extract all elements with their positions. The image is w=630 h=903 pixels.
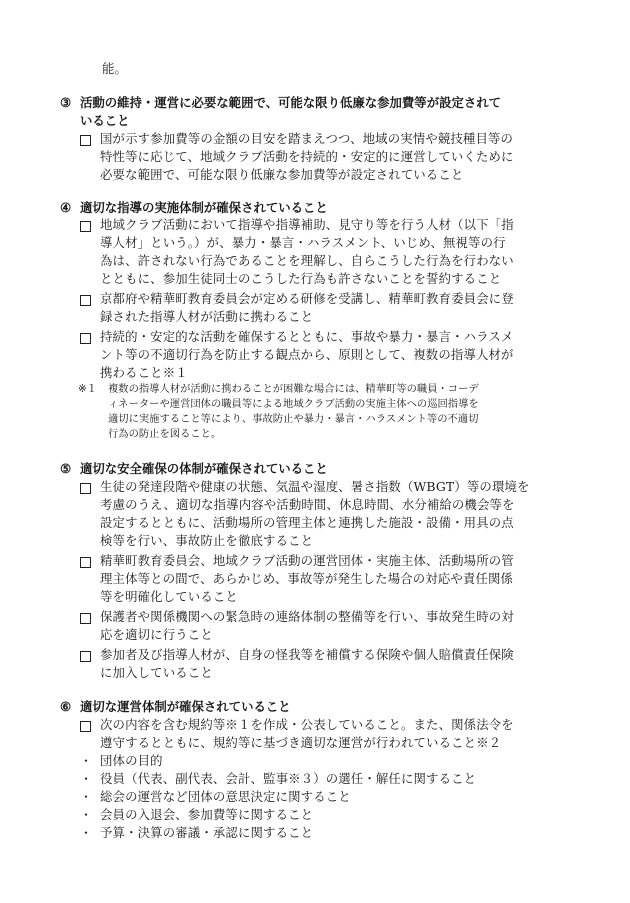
item-line: 等を明確化していること <box>100 589 238 604</box>
checkbox-icon <box>80 483 91 494</box>
item-line: 持続的・安定的な活動を確保するとともに、事故や暴力・暴言・ハラスメ <box>100 329 514 344</box>
section-number: ⑤ <box>60 461 72 476</box>
item-line: に加入していること <box>100 665 213 680</box>
section-5-heading <box>60 460 328 478</box>
section-6-heading <box>60 698 291 716</box>
checkbox-icon <box>80 721 91 732</box>
note-line: 適切に実施すること等により、事故防止や暴力・暴言・ハラスメント等の不適切 <box>108 413 479 425</box>
item-line: 導人材」という。）が、暴力・暴言・ハラスメント、いじめ、無視等の行 <box>100 235 506 250</box>
section-number: ⑥ <box>60 699 72 714</box>
note-line: ィネーターや運営団体の職員等による地域クラブ活動の実施主体への巡回指導を <box>108 398 479 410</box>
item-line: 生徒の発達段階や健康の状態、気温や湿度、暑さ指数（WBGT）等の環境を <box>100 479 530 494</box>
bullet-item: 総会の運営など団体の意思決定に関すること <box>100 789 351 804</box>
item-line: 録された指導人材が活動に携わること <box>100 309 314 324</box>
section-3-heading <box>60 94 501 112</box>
item-line: 保護者や関係機関への緊急時の連絡体制の整備等を行い、事故発生時の対 <box>100 609 514 624</box>
bullet-mark: ・ <box>80 790 93 804</box>
item-line: 携わること※１ <box>100 365 188 380</box>
item-line: 為は、許されない行為であることを理解し、自らこうした行為を行わない <box>100 253 514 268</box>
checkbox-icon <box>80 333 91 344</box>
checkbox-icon <box>80 221 91 232</box>
item-line: 遵守するとともに、規約等に基づき適切な運営が行われていること※２ <box>100 735 502 750</box>
item-line: 地域クラブ活動において指導や指導補助、見守り等を行う人材（以下「指 <box>100 217 514 232</box>
item-line: ント等の不適切行為を防止する観点から、原則として、複数の指導人材が <box>100 347 514 362</box>
note-line: 行為の防止を図ること。 <box>108 428 222 440</box>
bullet-mark: ・ <box>80 754 93 768</box>
heading-line: 活動の維持・運営に必要な範囲で、可能な限り低廉な参加費等が設定されて <box>80 95 502 110</box>
item-line: 国が示す参加費等の金額の目安を踏まえつつ、地域の実情や競技種目等の <box>100 131 514 146</box>
item-line: 参加者及び指導人材が、自身の怪我等を補償する保険や個人賠償責任保険 <box>100 647 514 662</box>
section-number: ③ <box>60 95 72 110</box>
bullet-mark: ・ <box>80 826 93 840</box>
item-line: 応を適切に行うこと <box>100 627 213 642</box>
section-number: ④ <box>60 200 72 215</box>
checkbox-icon <box>80 557 91 568</box>
section-4-heading <box>60 199 328 217</box>
checkbox-icon <box>80 295 91 306</box>
note-line: 複数の指導人材が活動に携わることが困難な場合には、精華町等の職員・コーデ <box>108 383 479 395</box>
heading-line: 適切な指導の実施体制が確保されていること <box>80 200 328 215</box>
checkbox-icon <box>80 651 91 662</box>
heading-line: 適切な安全確保の体制が確保されていること <box>80 461 328 476</box>
note-mark: ※１ <box>78 383 97 395</box>
item-line: 必要な範囲で、可能な限り低廉な参加費等が設定されていること <box>100 167 464 182</box>
item-line: 次の内容を含む規約等※１を作成・公表していること。また、関係法令を <box>100 717 514 732</box>
checkbox-icon <box>80 135 91 146</box>
item-line: 精華町教育委員会、地域クラブ活動の運営団体・実施主体、活動場所の管 <box>100 553 514 568</box>
item-line: 検等を行い、事故防止を徹底すること <box>100 533 314 548</box>
checkbox-icon <box>80 613 91 624</box>
bullet-mark: ・ <box>80 808 93 822</box>
item-line: 設定するとともに、活動場所の管理主体と連携した施設・設備・用具の点 <box>100 515 514 530</box>
bullet-item: 役員（代表、副代表、会計、監事※３）の選任・解任に関すること <box>100 771 477 786</box>
continuation-text: 能。 <box>102 61 128 76</box>
bullet-item: 団体の目的 <box>100 753 163 768</box>
bullet-item: 会員の入退会、参加費等に関すること <box>100 807 314 822</box>
heading-line: 適切な運営体制が確保されていること <box>80 699 291 714</box>
item-line: 理主体等との間で、あらかじめ、事故等が発生した場合の対応や責任関係 <box>100 571 514 586</box>
item-line: 特性等に応じて、地域クラブ活動を持続的・安定的に運営していくために <box>100 149 514 164</box>
bullet-mark: ・ <box>80 772 93 786</box>
item-line: 京都府や精華町教育委員会が定める研修を受講し、精華町教育委員会に登 <box>100 291 514 306</box>
section-3-heading-cont: いること <box>80 113 130 128</box>
bullet-item: 予算・決算の審議・承認に関すること <box>100 825 314 840</box>
item-line: とともに、参加生徒同士のこうした行為も許さないことを誓約すること <box>100 271 502 286</box>
item-line: 考慮のうえ、適切な指導内容や活動時間、休息時間、水分補給の機会等を <box>100 497 515 512</box>
